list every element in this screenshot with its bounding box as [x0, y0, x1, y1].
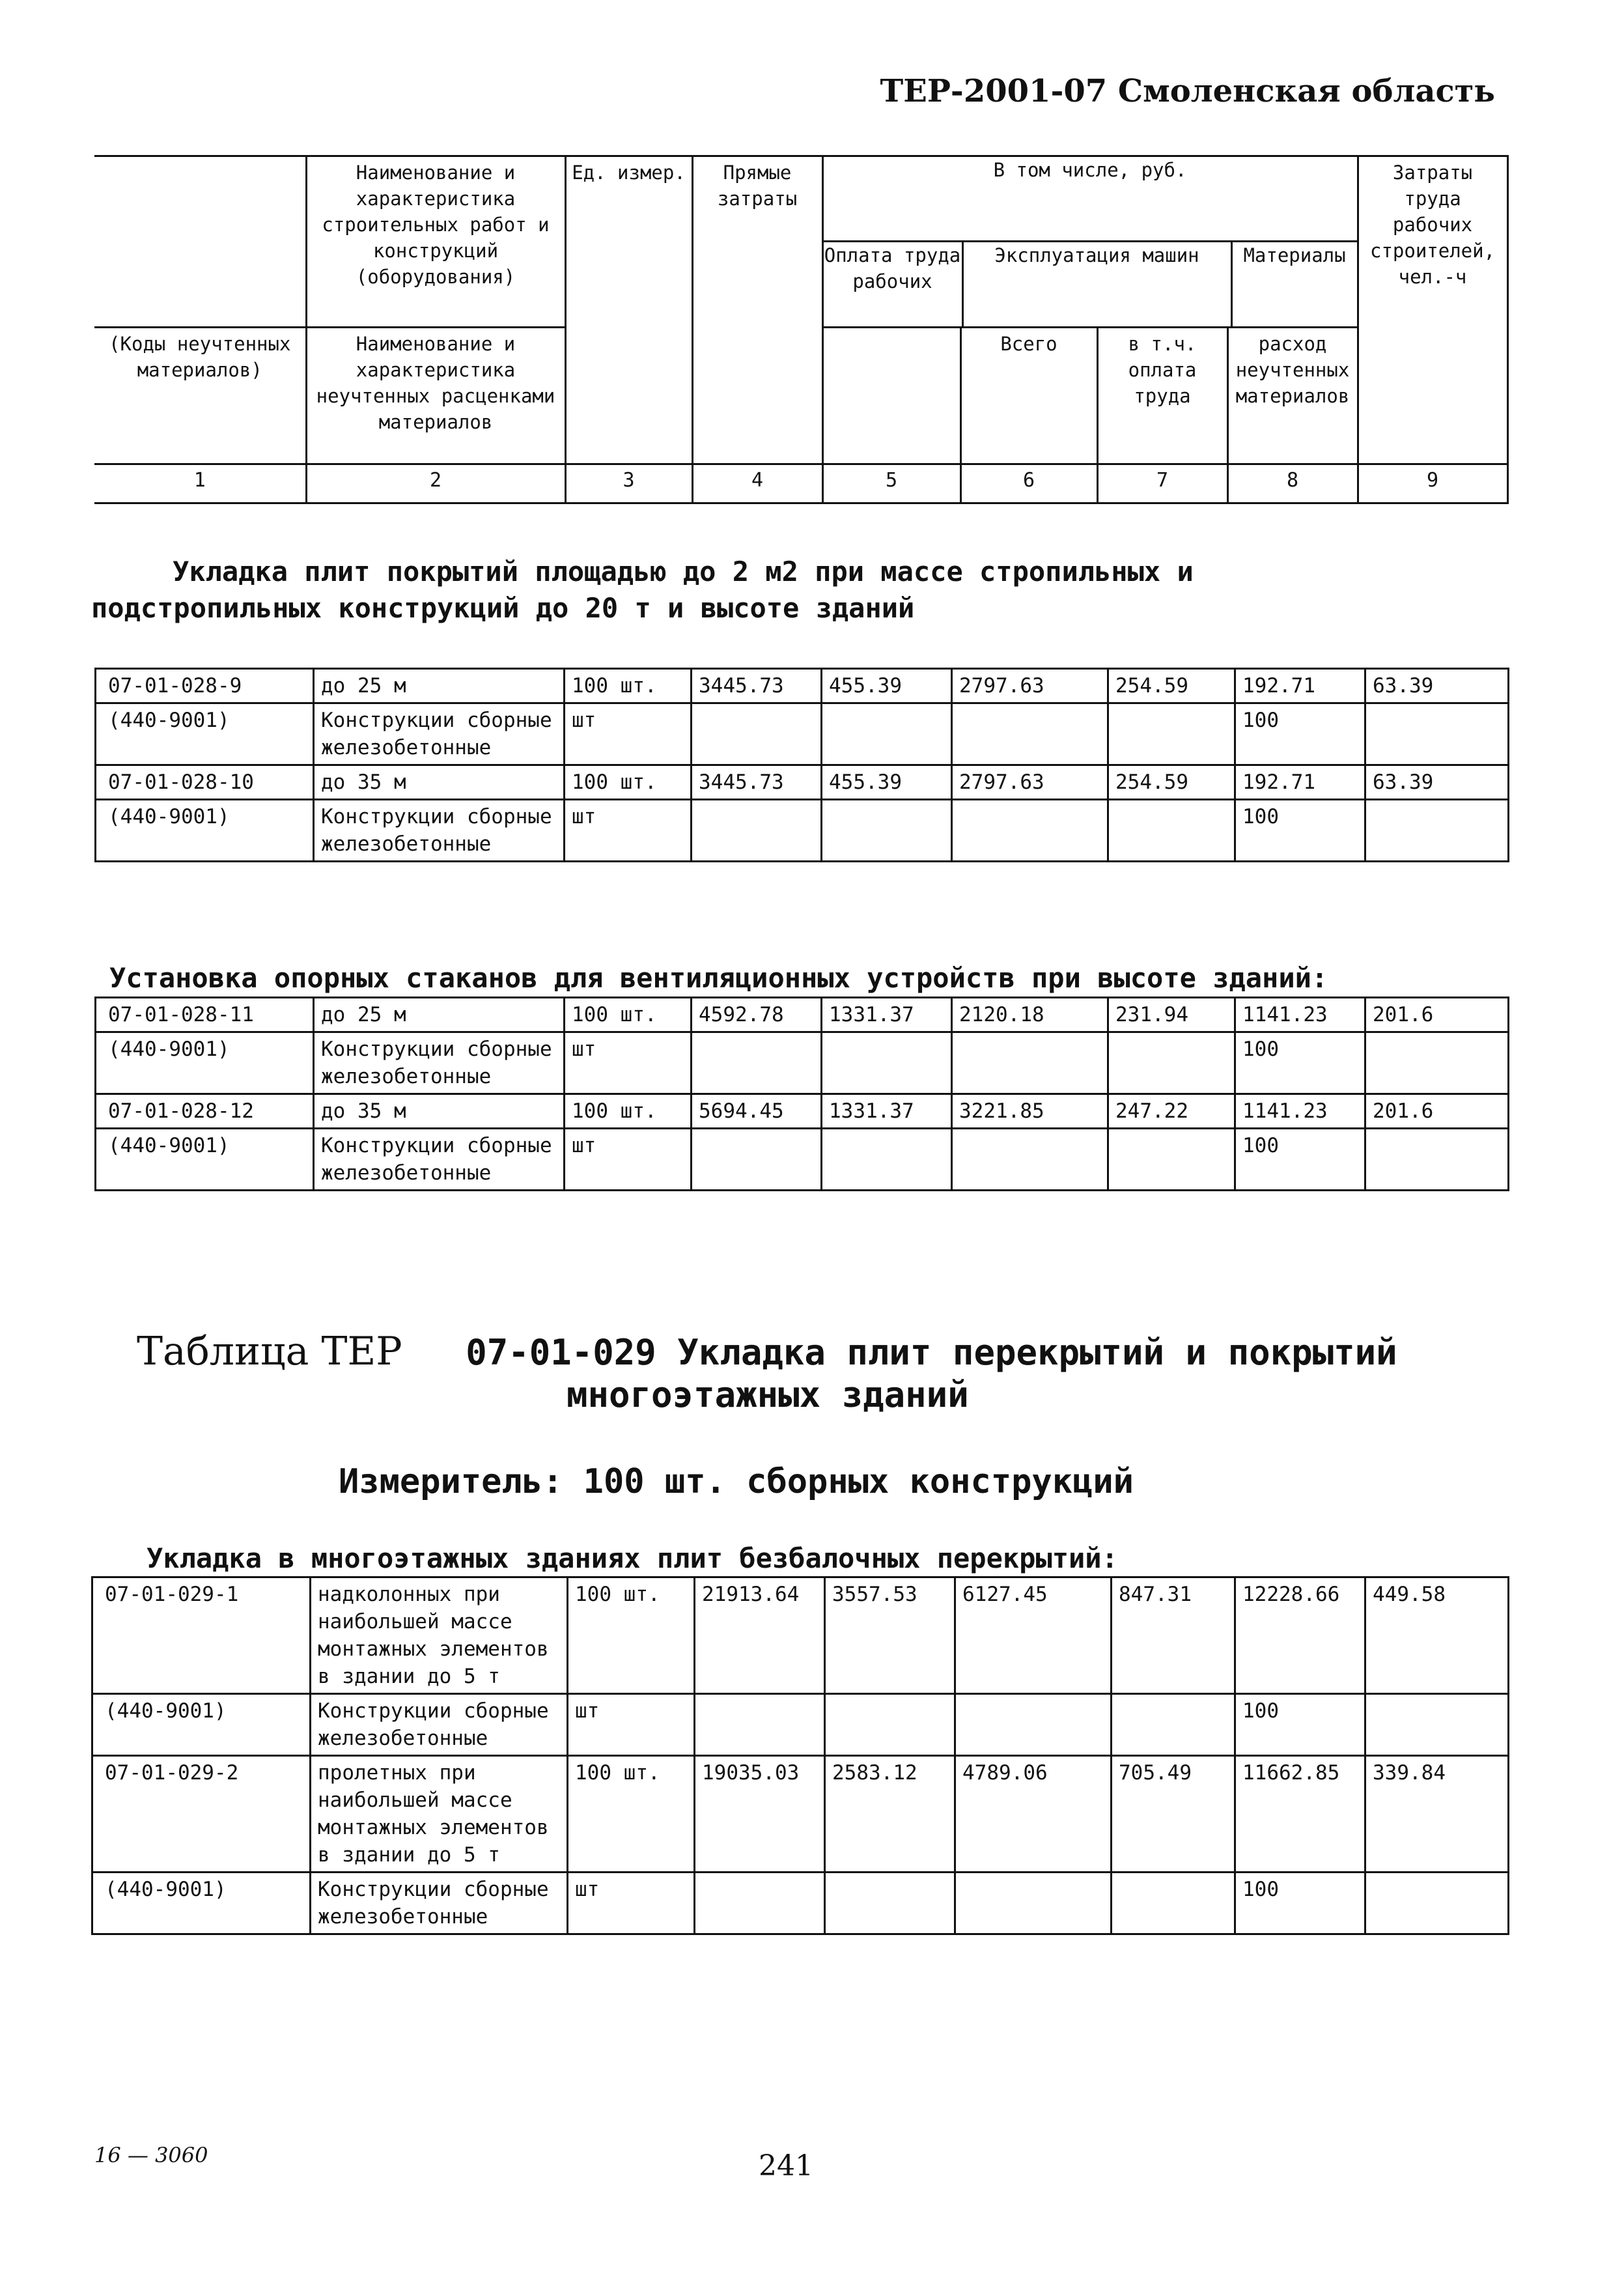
col-number: 6: [960, 464, 1097, 503]
cell-pay: 455.39: [822, 669, 952, 703]
col-number: 9: [1358, 464, 1507, 503]
cell-labor: 63.39: [1365, 669, 1509, 703]
cell-machine: 3221.85: [952, 1094, 1108, 1129]
cell-code: 07-01-028-9: [96, 669, 314, 703]
cell-direct: [695, 1694, 825, 1756]
header-including: [822, 156, 1358, 328]
cell-unit: 100 шт.: [565, 669, 692, 703]
cell-unit: 100 шт.: [568, 1577, 695, 1694]
cell-unit: шт: [568, 1873, 695, 1934]
col-number: 4: [692, 464, 822, 503]
cell-mat: 12228.66: [1235, 1577, 1365, 1694]
col-number: 8: [1227, 464, 1358, 503]
cell-pay: 1331.37: [822, 998, 952, 1032]
cell-name: до 35 м: [314, 765, 565, 800]
header-pay: Оплата труда рабочих: [824, 242, 964, 326]
header-numbers-row: [94, 464, 1507, 503]
material-row: [96, 1032, 1509, 1094]
cell-direct: 5694.45: [692, 1094, 822, 1129]
cell-machine-pay: [1108, 1129, 1235, 1191]
cell-name: Конструкции сборные железобетонные: [314, 1129, 565, 1191]
cell-mat: 1141.23: [1235, 1094, 1365, 1129]
cell-pay: [822, 703, 952, 765]
page-number: 241: [759, 2149, 813, 2183]
cell-machine: [955, 1873, 1112, 1934]
header-materials: Материалы: [1243, 244, 1346, 266]
table-title-prefix: Таблица ТЕР: [137, 1329, 402, 1374]
header-mat-consumption: расход неучтенных материалов: [1227, 328, 1358, 464]
measure: Измеритель: 100 шт. сборных конструкций: [339, 1462, 1134, 1501]
col-number: 7: [1097, 464, 1227, 503]
cell-machine-pay: [1112, 1694, 1235, 1756]
header-cell-empty: [94, 156, 306, 328]
cell-unit: шт: [565, 1032, 692, 1094]
cell-pay: [822, 800, 952, 862]
cell-mat: 100: [1235, 703, 1365, 765]
section3-title: Укладка в многоэтажных зданиях плит безбалочных перекрытий:: [147, 1542, 1118, 1574]
cell-direct: 3445.73: [692, 669, 822, 703]
cell-machine-pay: [1108, 800, 1235, 862]
header-codes: (Коды неучтенных материалов): [94, 328, 306, 464]
cell-direct: [692, 703, 822, 765]
col-number: 3: [565, 464, 692, 503]
cell-machine-pay: 847.31: [1112, 1577, 1235, 1694]
material-row: [96, 800, 1509, 862]
section1-table: [94, 668, 1509, 862]
material-row: [92, 1694, 1509, 1756]
cell-machine: [952, 703, 1108, 765]
cell-unit: шт: [565, 1129, 692, 1191]
cell-machine: 2120.18: [952, 998, 1108, 1032]
table-title-line1: 07-01-029 Укладка плит перекрытий и покрытий: [466, 1332, 1397, 1373]
rate-row: [96, 1094, 1509, 1129]
cell-name: до 35 м: [314, 1094, 565, 1129]
cell-machine-pay: 254.59: [1108, 669, 1235, 703]
cell-pay: 2583.12: [825, 1756, 955, 1873]
cell-labor: 339.84: [1365, 1756, 1509, 1873]
cell-code: 07-01-028-12: [96, 1094, 314, 1129]
cell-labor: 201.6: [1365, 998, 1509, 1032]
cell-machine-pay: 247.22: [1108, 1094, 1235, 1129]
cell-name: Конструкции сборные железобетонные: [311, 1694, 568, 1756]
cell-machine-pay: [1108, 1032, 1235, 1094]
cell-labor: [1365, 800, 1509, 862]
cell-machine: 2797.63: [952, 669, 1108, 703]
cell-pay: [825, 1694, 955, 1756]
cell-pay: [822, 1129, 952, 1191]
cell-direct: 4592.78: [692, 998, 822, 1032]
cell-machine-pay: 231.94: [1108, 998, 1235, 1032]
cell-direct: 19035.03: [695, 1756, 825, 1873]
cell-unit: шт: [565, 703, 692, 765]
cell-machine: [952, 1129, 1108, 1191]
cell-direct: [695, 1873, 825, 1934]
cell-unit: шт: [565, 800, 692, 862]
header-pay-empty: [822, 328, 960, 464]
cell-unit: 100 шт.: [565, 998, 692, 1032]
cell-unit: шт: [568, 1694, 695, 1756]
cell-labor: [1365, 1694, 1509, 1756]
cell-machine-pay: [1108, 703, 1235, 765]
section2-title: Установка опорных стаканов для вентиляционных устройств при высоте зданий:: [109, 962, 1328, 994]
cell-code: 07-01-028-10: [96, 765, 314, 800]
cell-code: (440-9001): [96, 800, 314, 862]
cell-pay: 3557.53: [825, 1577, 955, 1694]
section2-table: [94, 997, 1509, 1191]
cell-code: (440-9001): [96, 1032, 314, 1094]
cell-labor: 449.58: [1365, 1577, 1509, 1694]
cell-name: Конструкции сборные железобетонные: [311, 1873, 568, 1934]
header-labor: Затраты труда рабочих строителей, чел.-ч: [1358, 156, 1507, 464]
cell-name: Конструкции сборные железобетонные: [314, 703, 565, 765]
cell-machine-pay: [1112, 1873, 1235, 1934]
rate-row: [96, 669, 1509, 703]
cell-code: (440-9001): [92, 1694, 311, 1756]
cell-code: 07-01-029-1: [92, 1577, 311, 1694]
material-row: [92, 1873, 1509, 1934]
header-materials-name: Наименование и характеристика неучтенных расценками материалов: [306, 328, 565, 464]
cell-unit: 100 шт.: [568, 1756, 695, 1873]
cell-code: (440-9001): [96, 1129, 314, 1191]
table-title: [137, 1329, 1397, 1374]
cell-mat: 192.71: [1235, 765, 1365, 800]
cell-pay: [822, 1032, 952, 1094]
cell-machine-pay: 254.59: [1108, 765, 1235, 800]
col-number: 1: [94, 464, 306, 503]
cell-name: пролетных при наибольшей массе монтажных элементов в здании до 5 т: [311, 1756, 568, 1873]
rate-row: [92, 1577, 1509, 1694]
rate-row: [92, 1756, 1509, 1873]
rate-row: [96, 765, 1509, 800]
header-direct-costs: Прямые затраты: [692, 156, 822, 464]
cell-direct: [692, 1032, 822, 1094]
material-row: [96, 1129, 1509, 1191]
cell-labor: [1365, 703, 1509, 765]
section3-table: [91, 1576, 1509, 1935]
cell-mat: 100: [1235, 1032, 1365, 1094]
cell-machine: [952, 800, 1108, 862]
footer-code: 16 — 3060: [94, 2143, 208, 2168]
page-header: ТЕР-2001-07 Смоленская область: [880, 73, 1495, 109]
cell-machine: 4789.06: [955, 1756, 1112, 1873]
cell-machine: 6127.45: [955, 1577, 1112, 1694]
cell-labor: [1365, 1873, 1509, 1934]
table-title-line2: многоэтажных зданий: [567, 1374, 969, 1415]
header-incl-pay: в т.ч. оплата труда: [1097, 328, 1227, 464]
cell-mat: 192.71: [1235, 669, 1365, 703]
section1-title-1: Укладка плит покрытий площадью до 2 м2 при массе стропильных и: [173, 556, 1194, 587]
cell-machine: 2797.63: [952, 765, 1108, 800]
cell-name: до 25 м: [314, 669, 565, 703]
cell-direct: [692, 800, 822, 862]
cell-pay: 1331.37: [822, 1094, 952, 1129]
cell-machine-pay: 705.49: [1112, 1756, 1235, 1873]
column-header-table: [94, 155, 1509, 504]
header-exploit: Эксплуатация машин: [964, 242, 1233, 326]
material-row: [96, 703, 1509, 765]
rate-row: [96, 998, 1509, 1032]
cell-mat: 100: [1235, 1873, 1365, 1934]
cell-name: Конструкции сборные железобетонные: [314, 1032, 565, 1094]
cell-code: (440-9001): [96, 703, 314, 765]
cell-mat: 100: [1235, 1129, 1365, 1191]
cell-machine: [955, 1694, 1112, 1756]
cell-name: надколонных при наибольшей массе монтажных элементов в здании до 5 т: [311, 1577, 568, 1694]
cell-machine: [952, 1032, 1108, 1094]
section1-title-2: подстропильных конструкций до 20 т и высоте зданий: [91, 592, 915, 624]
cell-unit: 100 шт.: [565, 765, 692, 800]
header-unit: Ед. измер.: [565, 156, 692, 464]
cell-mat: 100: [1235, 800, 1365, 862]
cell-mat: 11662.85: [1235, 1756, 1365, 1873]
cell-labor: [1365, 1032, 1509, 1094]
cell-direct: 3445.73: [692, 765, 822, 800]
cell-direct: [692, 1129, 822, 1191]
col-number: 5: [822, 464, 960, 503]
cell-mat: 100: [1235, 1694, 1365, 1756]
cell-labor: [1365, 1129, 1509, 1191]
cell-code: (440-9001): [92, 1873, 311, 1934]
cell-mat: 1141.23: [1235, 998, 1365, 1032]
cell-pay: 455.39: [822, 765, 952, 800]
cell-direct: 21913.64: [695, 1577, 825, 1694]
cell-unit: 100 шт.: [565, 1094, 692, 1129]
header-work-name: Наименование и характеристика строительных работ и конструкций (оборудования): [306, 156, 565, 328]
col-number: 2: [306, 464, 565, 503]
cell-name: до 25 м: [314, 998, 565, 1032]
header-total: Всего: [960, 328, 1097, 464]
cell-labor: 63.39: [1365, 765, 1509, 800]
cell-name: Конструкции сборные железобетонные: [314, 800, 565, 862]
cell-pay: [825, 1873, 955, 1934]
header-including-label: В том числе, руб.: [824, 157, 1357, 242]
cell-code: 07-01-029-2: [92, 1756, 311, 1873]
cell-labor: 201.6: [1365, 1094, 1509, 1129]
cell-code: 07-01-028-11: [96, 998, 314, 1032]
